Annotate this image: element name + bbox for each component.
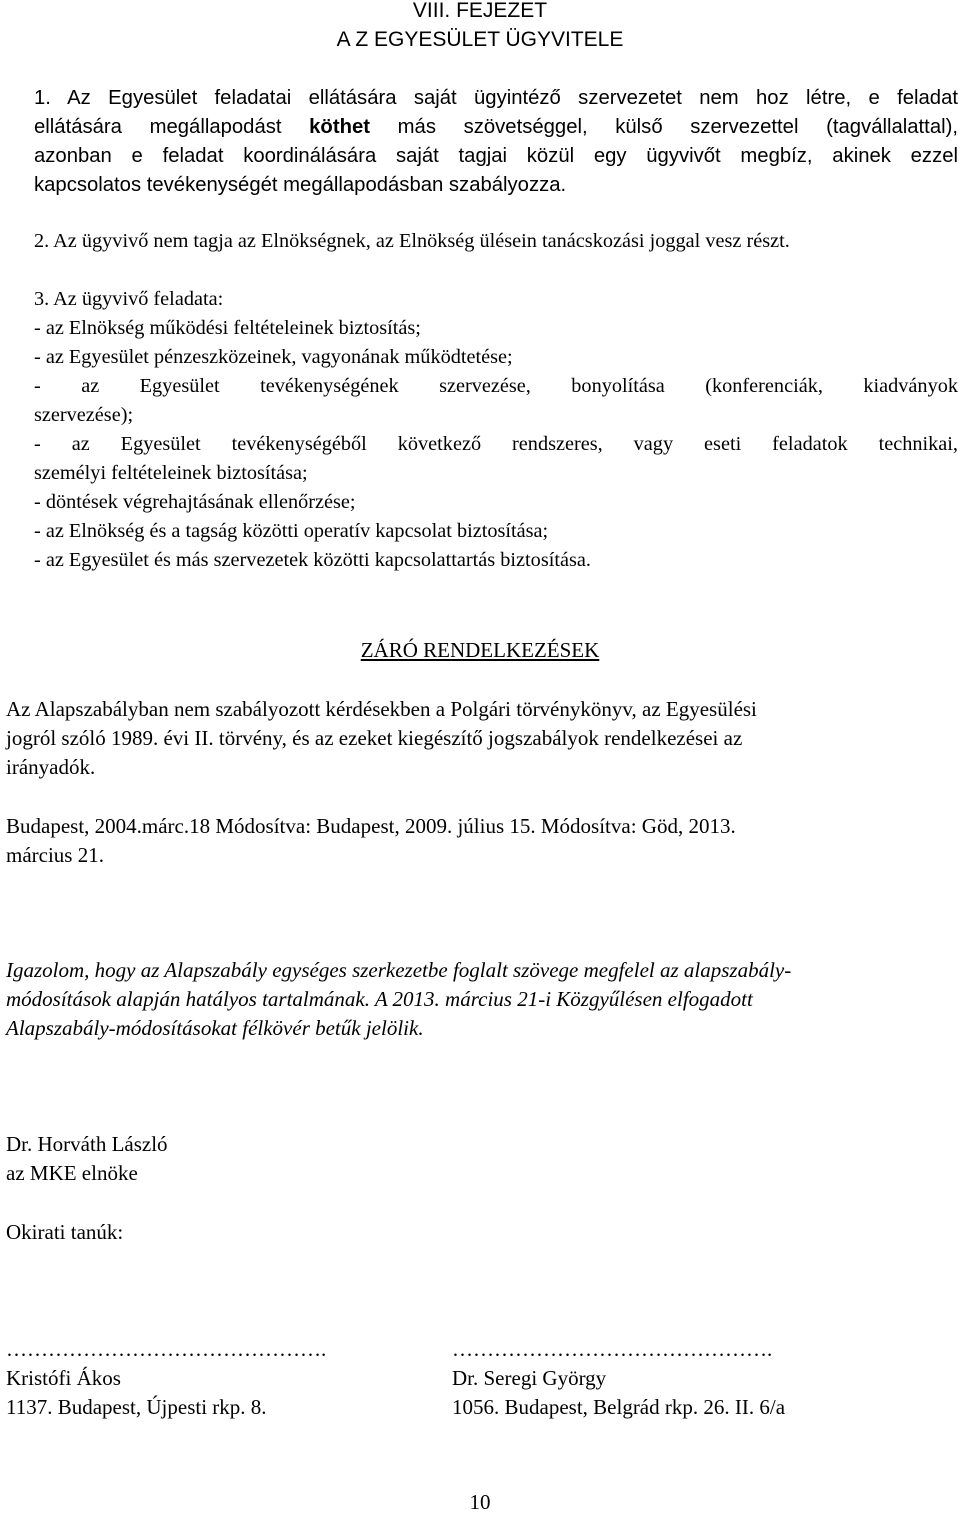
section-1 [34,84,958,200]
certification-line: módosítások alapján hatályos tartalmának. A 2013. március 21-i Közgyűlésen elfogadott [6,987,753,1011]
signatory-name: Dr. Horváth László [6,1132,168,1156]
section-3-line: - döntések végrehajtásának ellenőrzése; [34,491,356,513]
closing-paragraph [6,695,956,782]
witnesses-label: Okirati tanúk: [6,1220,124,1244]
certification [6,956,956,1043]
chapter-number: VIII. FEJEZET [412,0,548,22]
section-3-line: - az Egyesület pénzeszközeinek, vagyonának működtetése; [34,346,513,368]
section-2 [34,227,958,256]
section-1-line: kapcsolatos tevékenységét megállapodásban szabályozza. [34,174,567,196]
witness-name: Dr. Seregi György [452,1366,607,1390]
witness-address: 1137. Budapest, Újpesti rkp. 8. [6,1395,267,1419]
closing-line: jogról szóló 1989. évi II. törvény, és az ezeket kiegészítő jogszabályok rendelkezései az [6,726,743,750]
section-3-line: - az Egyesület tevékenységének szervezése, bonyolítása (konferenciák, kiadványok [34,375,958,397]
section-3-line: - az Elnökség működési feltételeinek biztosítás; [34,317,421,339]
signatory [6,1130,956,1188]
certification-line: Alapszabály-módosításokat félkövér betűk jelölik. [6,1016,424,1040]
closing-line: irányadók. [6,755,96,779]
closing-title: ZÁRÓ RENDELKEZÉSEK [360,638,600,662]
bold-amendment: köthet [309,116,370,138]
place-date [6,812,956,870]
section-2-text: 2. Az ügyvivő nem tagja az Elnökségnek, az Elnökség ülésein tanácskozási joggal vesz részt. [34,230,790,252]
section-3 [34,285,958,575]
place-date-line: március 21. [6,843,104,867]
section-3-line: személyi feltételeinek biztosítása; [34,462,308,484]
section-3-line: - az Egyesület tevékenységéből következő rendszeres, vagy eseti feladatok technikai, [34,433,958,455]
page-number: 10 [469,1490,491,1514]
section-1-line: 1. Az Egyesület feladatai ellátására saját ügyintéző szervezetet nem hoz létre, e feladat [34,87,958,109]
certification-line: Igazolom, hogy az Alapszabály egységes szerkezetbe foglalt szövege megfelel az alapszabály- [6,958,792,982]
witness-2 [452,1335,785,1422]
section-1-line: azonban e feladat koordinálására saját tagjai közül egy ügyvivőt megbíz, akinek ezzel [34,145,958,167]
closing-line: Az Alapszabályban nem szabályozott kérdésekben a Polgári törvénykönyv, az Egyesülési [6,697,757,721]
signatory-role: az MKE elnöke [6,1161,138,1185]
place-date-line: Budapest, 2004.márc.18 Módosítva: Budapest, 2009. július 15. Módosítva: Göd, 2013. [6,814,736,838]
section-1-line: ellátására megállapodást köthet más szövetséggel, külső szervezettel (tagvállalattal), [34,116,958,138]
signature-line: ………………………………………. [6,1337,327,1361]
signature-line: ………………………………………. [452,1337,773,1361]
section-3-line: - az Egyesület és más szervezetek közötti kapcsolattartás biztosítása. [34,549,591,571]
section-3-line: - az Elnökség és a tagság közötti operatív kapcsolat biztosítása; [34,520,549,542]
witness-name: Kristófi Ákos [6,1366,121,1390]
section-3-line: 3. Az ügyvivő feladata: [34,288,224,310]
witness-address: 1056. Budapest, Belgrád rkp. 26. II. 6/a [452,1395,786,1419]
chapter-title: A Z EGYESÜLET ÜGYVITELE [336,28,624,51]
witness-1 [6,1335,326,1422]
section-3-line: szervezése); [34,404,134,426]
